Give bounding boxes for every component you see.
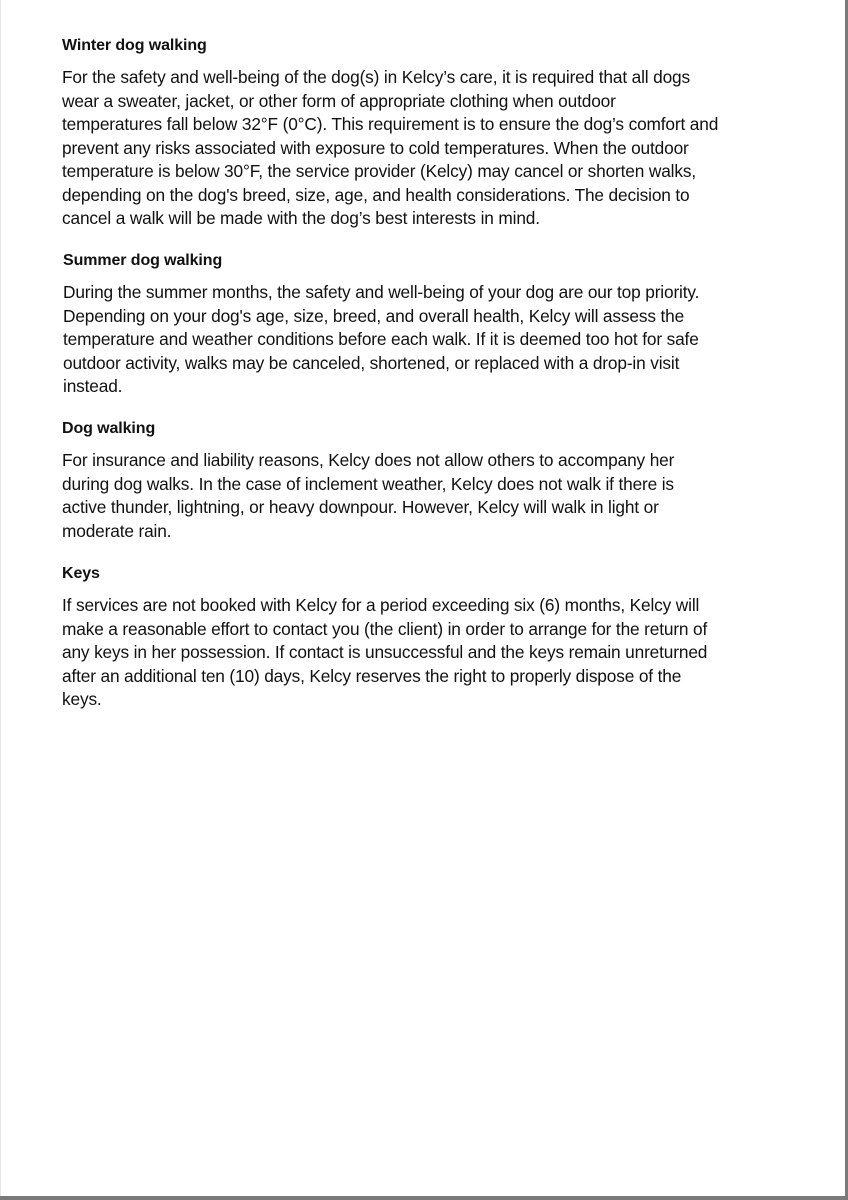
- section-body: [62, 594, 707, 712]
- text-line: moderate rain.: [62, 520, 172, 541]
- text-line: make a reasonable effort to contact you (the client) in order to arrange for the return of: [62, 618, 708, 639]
- text-line: any keys in her possession. If contact is unsuccessful and the keys remain unreturned: [62, 642, 708, 662]
- section-heading: Keys: [62, 565, 100, 582]
- section-body: [62, 66, 718, 231]
- text-line: outdoor activity, walks may be canceled, shortened, or replaced with a drop-in visit: [63, 352, 680, 373]
- text-line: during dog walks. In the case of inclement weather, Kelcy does not walk if there is: [62, 473, 674, 494]
- text-line: after an additional ten (10) days, Kelcy reserves the right to properly dispose of the: [62, 665, 682, 686]
- text-line: If services are not booked with Kelcy for a period exceeding six (6) months, Kelcy will: [62, 595, 700, 615]
- text-line: wear a sweater, jacket, or other form of appropriate clothing when outdoor: [62, 90, 616, 111]
- text-line: instead.: [63, 376, 123, 396]
- text-line: prevent any risks associated with exposure to cold temperatures. When the outdoor: [62, 137, 689, 158]
- section-heading: Dog walking: [62, 420, 156, 437]
- text-line: active thunder, lightning, or heavy downpour. However, Kelcy will walk in light or: [62, 497, 659, 517]
- text-line: During the summer months, the safety and well-being of your dog are our top priority.: [63, 282, 700, 302]
- section-summer-dog-walking: [63, 251, 699, 399]
- text-line: temperature is below 30°F, the service provider (Kelcy) may cancel or shorten walks,: [62, 161, 696, 181]
- section-body: [62, 449, 674, 543]
- text-line: temperatures fall below 32°F (0°C). This requirement is to ensure the dog’s comfort and: [62, 114, 719, 134]
- section-dog-walking: [62, 419, 674, 543]
- section-body: [63, 281, 699, 399]
- text-line: For insurance and liability reasons, Kelcy does not allow others to accompany her: [62, 450, 675, 470]
- text-line: For the safety and well-being of the dog(s) in Kelcy’s care, it is required that all dogs: [62, 67, 690, 87]
- text-line: temperature and weather conditions before each walk. If it is deemed too hot for safe: [63, 329, 699, 349]
- section-keys: [62, 564, 707, 712]
- text-line: keys.: [62, 689, 102, 709]
- section-winter-dog-walking: [62, 36, 718, 231]
- section-heading: Summer dog walking: [63, 252, 223, 269]
- text-line: Depending on your dog's age, size, breed, and overall health, Kelcy will assess the: [63, 305, 685, 326]
- section-heading: Winter dog walking: [62, 37, 207, 54]
- text-line: depending on the dog's breed, size, age, and health considerations. The decision to: [62, 184, 690, 205]
- text-line: cancel a walk will be made with the dog’s best interests in mind.: [62, 208, 540, 228]
